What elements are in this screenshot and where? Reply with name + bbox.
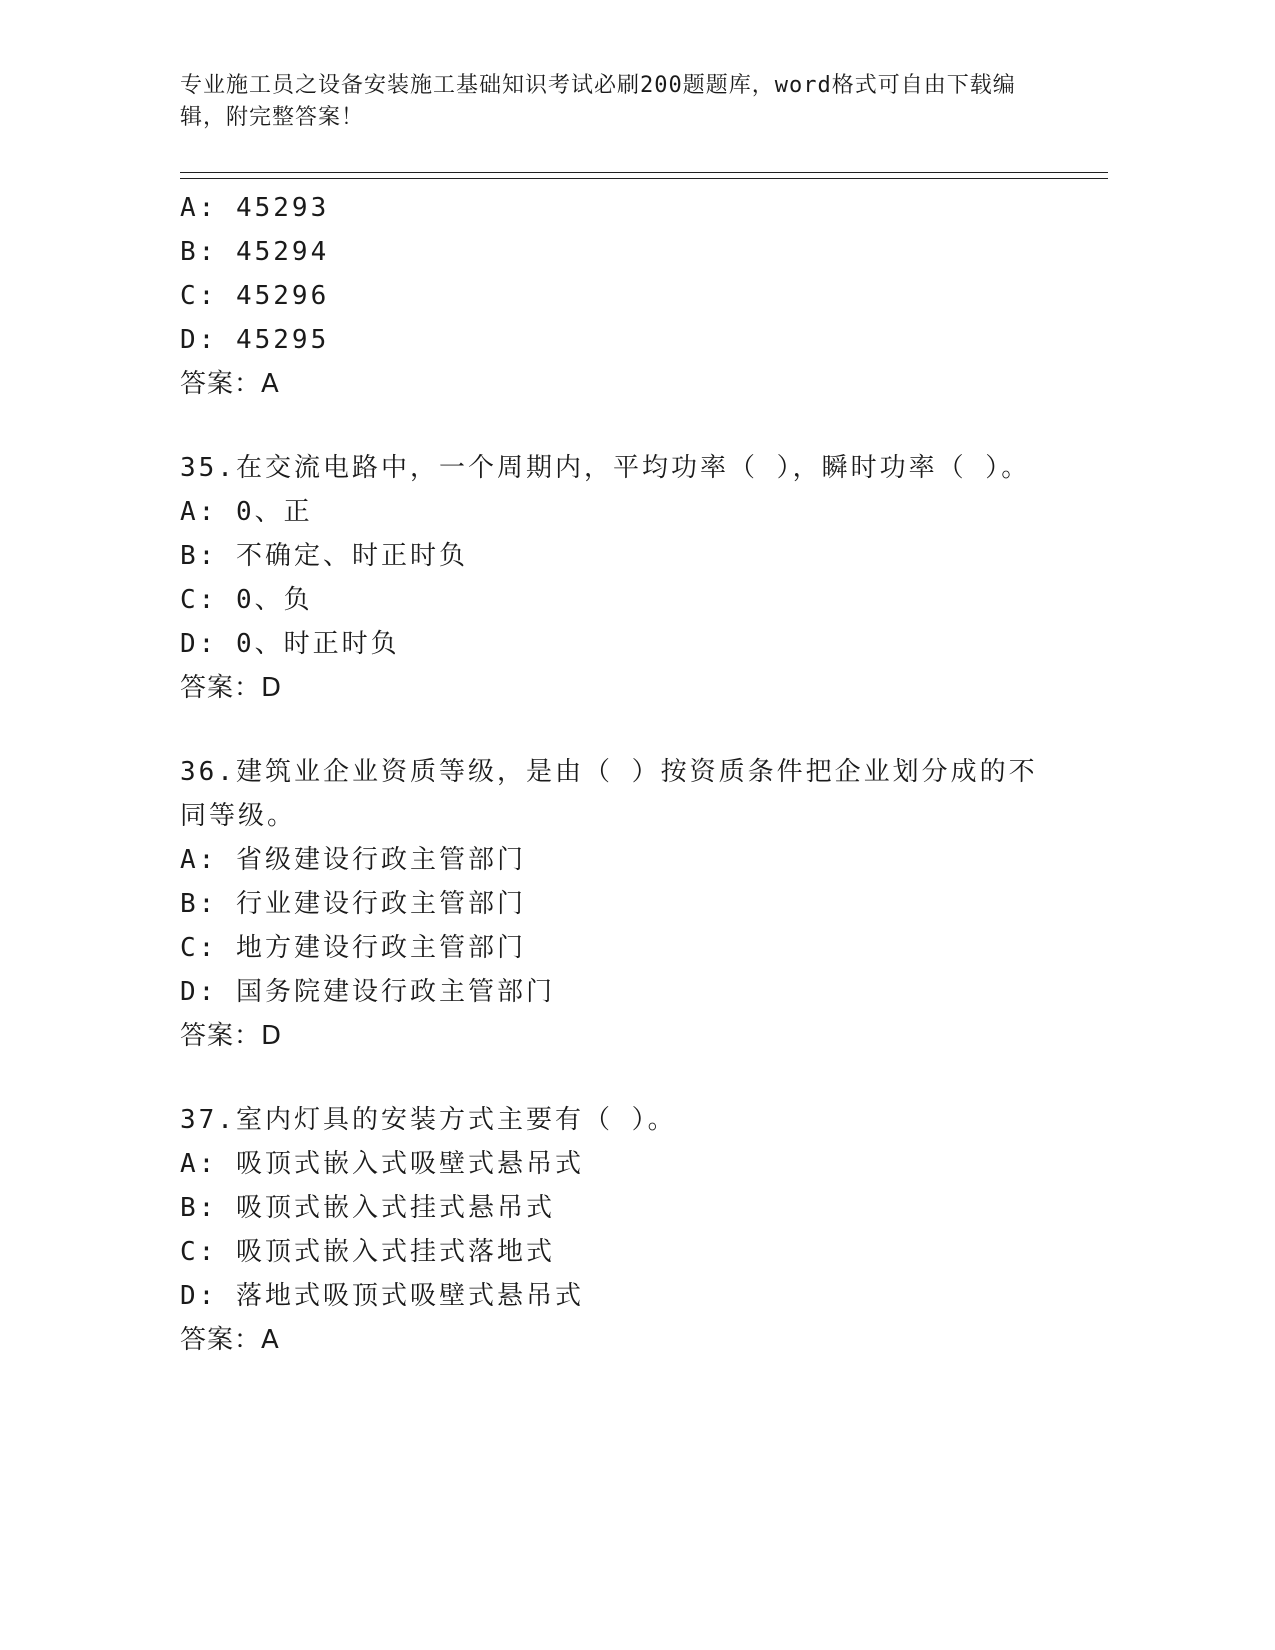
option-c: C: 吸顶式嵌入式挂式落地式 (180, 1237, 555, 1267)
question-37 (180, 1098, 1080, 1362)
option-a: A: 吸顶式嵌入式吸壁式悬吊式 (180, 1149, 584, 1179)
option-c: C: 0、负 (180, 585, 313, 615)
question-35 (180, 446, 1080, 710)
answer-line: 答案：A (180, 369, 280, 399)
question-36 (180, 750, 1080, 1058)
question-list (180, 186, 1080, 1362)
option-a: A: 0、正 (180, 497, 313, 527)
option-b: B: 45294 (180, 237, 330, 267)
option-d: D: 45295 (180, 325, 330, 355)
header-divider-top (180, 172, 1108, 173)
option-b: B: 不确定、时正时负 (180, 541, 468, 571)
header-divider-bottom (180, 178, 1108, 179)
option-b: B: 行业建设行政主管部门 (180, 889, 526, 919)
question-text: 37.室内灯具的安装方式主要有（ ）。 (180, 1105, 677, 1135)
option-d: D: 国务院建设行政主管部门 (180, 977, 555, 1007)
document-header: 专业施工员之设备安装施工基础知识考试必刷200题题库，word格式可自由下载编辑，附完整答案！ (180, 73, 1016, 130)
answer-line: 答案：D (180, 1021, 283, 1051)
option-b: B: 吸顶式嵌入式挂式悬吊式 (180, 1193, 555, 1223)
question-spacer (180, 710, 1080, 750)
option-a: A: 45293 (180, 193, 330, 223)
option-a: A: 省级建设行政主管部门 (180, 845, 526, 875)
question-34 (180, 186, 1080, 406)
option-c: C: 45296 (180, 281, 330, 311)
question-spacer (180, 406, 1080, 446)
option-d: D: 0、时正时负 (180, 629, 400, 659)
question-text: 36.建筑业企业资质等级，是由（ ）按资质条件把企业划分成的不同等级。 (180, 757, 1038, 831)
option-d: D: 落地式吸顶式吸壁式悬吊式 (180, 1281, 584, 1311)
answer-line: 答案：D (180, 673, 283, 703)
question-text: 35.在交流电路中，一个周期内，平均功率（ ），瞬时功率（ ）。 (180, 453, 1031, 483)
question-spacer (180, 1058, 1080, 1098)
answer-line: 答案：A (180, 1325, 280, 1355)
option-c: C: 地方建设行政主管部门 (180, 933, 526, 963)
